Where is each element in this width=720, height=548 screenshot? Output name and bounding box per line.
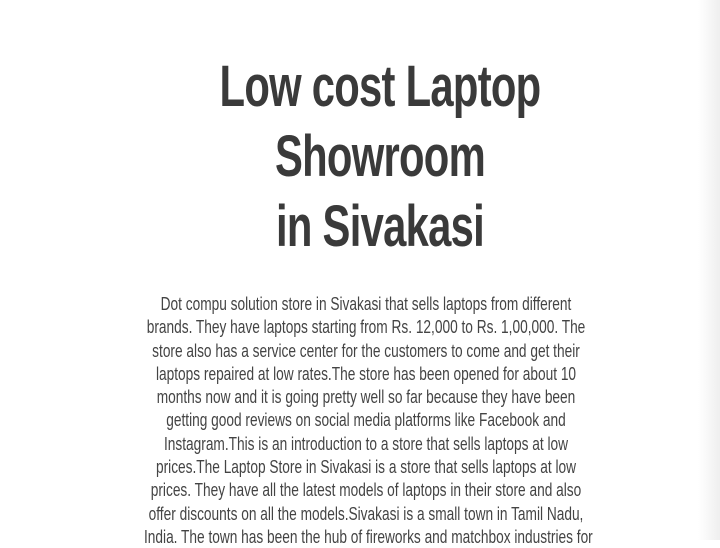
body-line: India. The town has been the hub of fireworks and matchbox industries for	[144, 525, 593, 547]
slide-body-text	[144, 292, 593, 548]
title-line-2: in Sivakasi	[276, 194, 484, 259]
body-line: months now and it is going pretty well so far because they have been	[156, 386, 576, 408]
body-line: Dot compu solution store in Sivakasi that sells laptops from different	[160, 293, 572, 314]
body-line: getting good reviews on social media platforms like Facebook and	[166, 409, 566, 431]
body-line: Instagram.This is an introduction to a store that sells laptops at low	[163, 432, 569, 454]
title-area	[0, 0, 720, 259]
page-edge-shadow	[698, 0, 720, 540]
body-line: brands. They have laptops starting from Rs. 12,000 to Rs. 1,00,000. The	[146, 316, 586, 338]
slide-title	[171, 52, 589, 262]
body-line: laptops repaired at low rates.The store has been opened for about 10	[155, 362, 577, 384]
body-line: prices.The Laptop Store in Sivakasi is a store that sells laptops at low	[155, 456, 577, 478]
body-line: prices. They have all the latest models of laptops in their store and also	[150, 479, 582, 501]
title-line-1: Low cost Laptop Showroom	[219, 54, 541, 189]
body-line: store also has a service center for the customers to come and get their	[152, 339, 580, 361]
body-line: offer discounts on all the models.Sivakasi is a small town in Tamil Nadu,	[148, 502, 584, 524]
